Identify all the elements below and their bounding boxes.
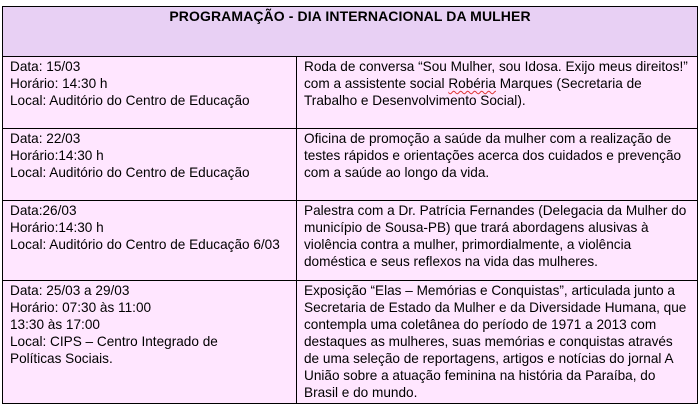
- time-text: Horário:14:30 h: [10, 148, 104, 163]
- table-row: [3, 201, 698, 281]
- date-text: Data:26/03: [10, 203, 77, 218]
- time-text-afternoon: 13:30 às 17:00: [10, 317, 100, 332]
- description-cell: Exposição “Elas – Memórias e Conquistas”, articulada junto a Secretaria de Estado da Mulher e da Diversidade Humana, que contempla uma coletânea do período de 1971 a 2013 com destaques as mulheres, suas memórias e conquistas através de uma seleção de reportagens, artigos e notícias do jornal A União sobre a atuação feminina na história da Paraíba, do Brasil e do mundo.: [297, 281, 698, 404]
- time-text: Horário: 14:30 h: [10, 76, 108, 91]
- description-cell: [297, 57, 698, 129]
- table-title: PROGRAMAÇÃO - DIA INTERNACIONAL DA MULHER: [3, 7, 698, 57]
- location-text: Local: Auditório do Centro de Educação 6/03: [10, 237, 280, 252]
- schedule-table-container: [2, 6, 698, 402]
- when-where-cell: [3, 281, 297, 404]
- when-where-cell: [3, 129, 297, 201]
- description-cell: Palestra com a Dr. Patrícia Fernandes (Delegacia da Mulher do município de Sousa-PB) que trará abordagens alusivas à violência contra a mulher, primordialmente, a violência doméstica e seus reflexos na vida das mulheres.: [297, 201, 698, 281]
- location-text: Local: Auditório do Centro de Educação: [10, 93, 250, 108]
- time-text: Horário: 07:30 às 11:00: [10, 300, 152, 315]
- description-cell: Oficina de promoção a saúde da mulher com a realização de testes rápidos e orientações acerca dos cuidados e prevenção com a saúde ao longo da vida.: [297, 129, 698, 201]
- table-row: [3, 129, 698, 201]
- when-where-cell: [3, 201, 297, 281]
- location-text-cont: Políticas Sociais.: [10, 351, 113, 366]
- location-text: Local: Auditório do Centro de Educação: [10, 165, 250, 180]
- table-row: [3, 281, 698, 404]
- table-row: [3, 57, 698, 129]
- date-text: Data: 15/03: [10, 59, 81, 74]
- schedule-table: [2, 6, 698, 404]
- description-text-start: Roda de conversa “Sou Mulher, sou Idosa. Exijo meus direitos!” com a assistente social: [304, 59, 688, 91]
- location-text: Local: CIPS – Centro Integrado de: [10, 334, 218, 349]
- title-row: [3, 7, 698, 57]
- description-text-end: Marques (Secretaria de Trabalho e Desenvolvimento Social).: [304, 76, 642, 108]
- date-text: Data: 25/03 a 29/03: [10, 283, 130, 298]
- time-text: Horário:14:30 h: [10, 220, 104, 235]
- when-where-cell: [3, 57, 297, 129]
- misspelled-word: Robéria: [448, 76, 496, 91]
- date-text: Data: 22/03: [10, 131, 81, 146]
